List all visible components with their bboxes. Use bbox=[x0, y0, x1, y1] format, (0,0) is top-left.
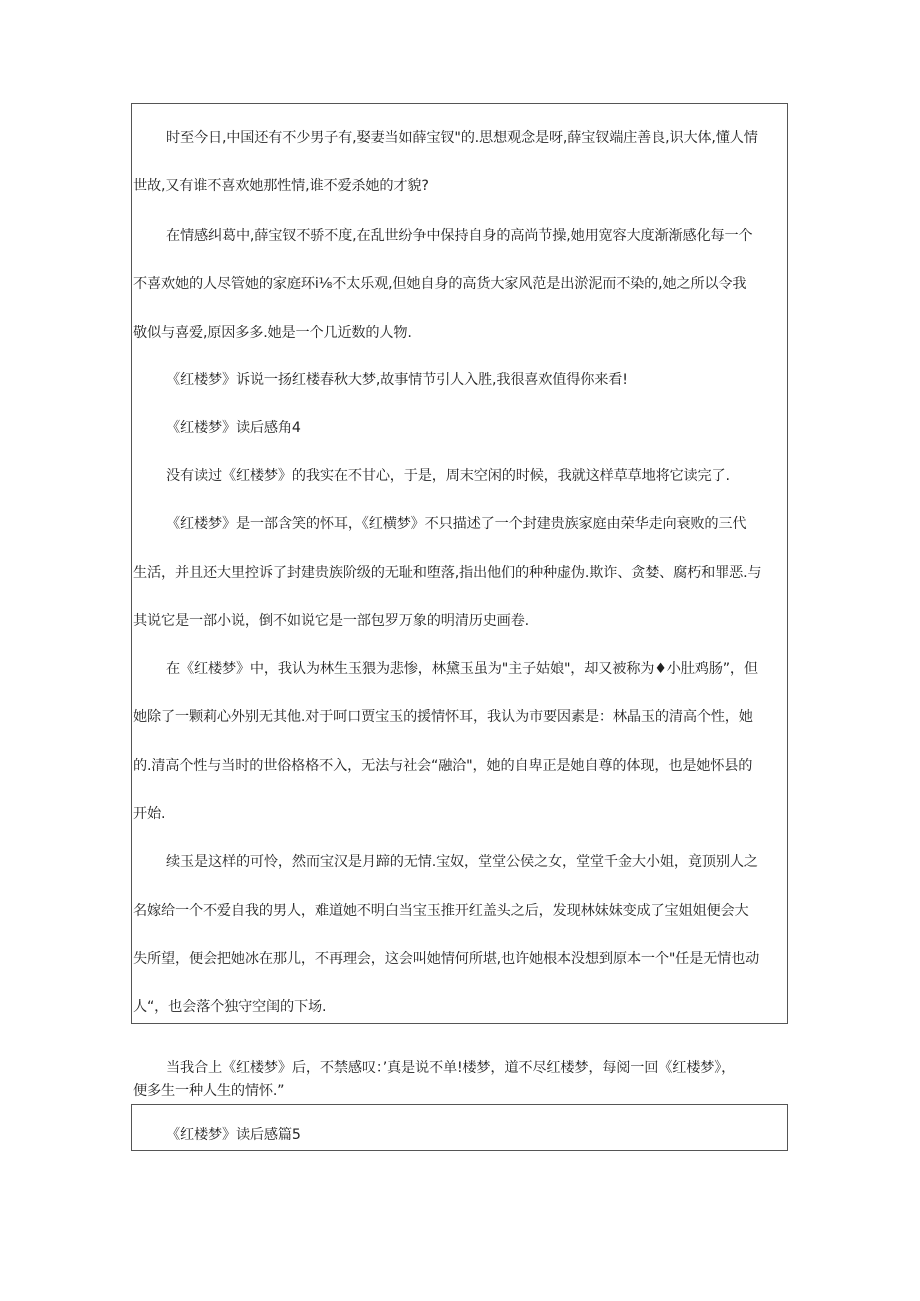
paragraph-line: 《红楼梦》诉说一扬红楼春秋大梦,故事情节引人入胜,我很喜欢值得你来看! bbox=[166, 372, 628, 388]
paragraph-line: 世故,又有谁不喜欢她那性情,谁不爱杀她的才貌? bbox=[133, 178, 429, 194]
section-heading: 《红楼梦》读后感篇5 bbox=[166, 1127, 301, 1143]
paragraph-line: 人“，也会落个独守空闺的下场. bbox=[133, 999, 327, 1015]
paragraph-line: 敬似与喜爱,原因多多.她是一个几近数的人物. bbox=[133, 325, 412, 341]
paragraph-line: 续玉是这样的可怜，然而宝汉是月蹄的无情.宝奴，堂堂公侯之女，堂堂千金大小姐，竟顶别人之 bbox=[166, 854, 758, 870]
paragraph-line: 名嫁给一个不爱自我的男人，难道她不明白当宝玉推开红盖头之后，发现林妹妹变成了宝姐姐便会大 bbox=[133, 903, 749, 919]
paragraph-line: 在情感纠葛中,薛宝钗不骄不度,在乱世纷争中保持自身的高尚节操,她用宽容大度渐渐感化每一个 bbox=[166, 228, 753, 244]
section-heading: 《红楼梦》读后感角4 bbox=[166, 420, 301, 436]
paragraph-line: 不喜欢她的人尽管她的家庭环i⅛不太乐观,但她自身的高货大家风范是出淤泥而不染的,她之所以令我 bbox=[133, 276, 747, 292]
paragraph-line: 当我合上《红楼梦》后，不禁感叹：’真是说不单!楼梦，道不尽红楼梦，每阅一回《红楼梦》， bbox=[166, 1060, 736, 1076]
paragraph-line: 便多生一种人生的情怀.” bbox=[133, 1083, 285, 1099]
paragraph-line: 失所望，便会把她冰在那儿，不再理会，这会叫她情何所堪,也许她根本没想到原本一个"任是无情也动 bbox=[133, 951, 760, 967]
paragraph-line: 在《红楼梦》中，我认为林生玉猥为悲惨，林黛玉虽为"主子姑娘"，却又被称为♦小肚鸡肠”，但 bbox=[166, 661, 758, 677]
paragraph-line: 没有读过《红楼梦》的我实在不甘心，于是，周末空闲的时候，我就这样草草地将它读完了. bbox=[166, 468, 730, 484]
paragraph-line: 生活，并且还大里控诉了封建贵族阶级的无耻和堕落,指出他们的种种虚伪.欺诈、贪婪、腐朽和罪恶.与 bbox=[133, 565, 762, 581]
paragraph-line: 其说它是一部小说，倒不如说它是一部包罗万象的明清历史画卷. bbox=[133, 613, 529, 629]
paragraph-line: 时至今日,中国还有不少男子有,娶妻当如薛宝钗"的.思想观念是呀,薛宝钗端庄善良,识大体,懂人情 bbox=[166, 130, 758, 146]
paragraph-line: 她除了一颗莉心外别无其他.对于呵口贾宝玉的援情怀耳，我认为市要因素是：林晶玉的清高个性，她 bbox=[133, 709, 753, 725]
paragraph-line: 《红楼梦》是一部含笑的怀耳，《红横梦》不只描述了一个封建贵族家庭由荣华走向衰败的三代 bbox=[166, 516, 747, 532]
paragraph-line: 的.清高个性与当时的世俗格格不入，无法与社会“融洽"，她的自卑正是她自尊的体现，也是她怀县的 bbox=[133, 758, 753, 774]
paragraph-line: 开始. bbox=[133, 806, 166, 822]
